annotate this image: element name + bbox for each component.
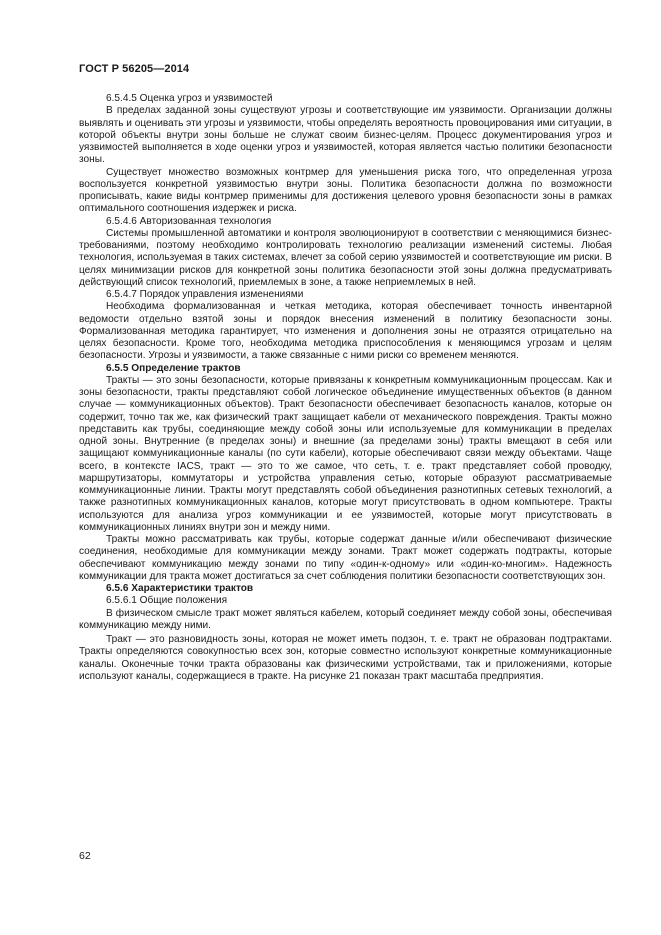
- paragraph: Существует множество возможных контрмер для уменьшения риска того, что определенная угроза воспользуется конкретной уязвимостью внутри зоны. Политика безопасности должна по возможности прописывать, какие виды контрмер применимы для достижения целевого уровня безопасности зоны в рамках оптимального соотношения издержек и риска.: [79, 166, 612, 215]
- paragraph: Необходима формализованная и четкая методика, которая обеспечивает точность инвентарной ведомости отдельно взятой зоны и порядок внесения изменений в политику безопасности зоны. Формализованная методика гарантирует, что изменения и дополнения зоны не отразятся отрицательно на целях безопасности. Кроме того, необходима методика приспособления к меняющимся угрозам и целям безопасности. Угрозы и уязвимости, а также связанные с ними риски со временем меняются.: [79, 301, 612, 362]
- paragraph: Системы промышленной автоматики и контроля эволюционируют в соответствии с меняющимися бизнес-требованиями, поэтому необходимо контролировать технологию реализации изменений системы. Любая технология, используемая в таких системах, влечет за собой серию уязвимостей и соответствующие им риски. В целях минимизации рисков для конкретной зоны политика безопасности этой зоны должна предусматривать действующий список технологий, приемлемых в зоне, а также неприемлемых в ней.: [79, 227, 612, 288]
- page-number: 62: [79, 850, 91, 862]
- section-heading: 6.5.4.7 Порядок управления изменениями: [106, 289, 304, 300]
- document-body: [79, 93, 612, 683]
- section-heading: 6.5.4.5 Оценка угроз и уязвимостей: [106, 93, 273, 104]
- section-heading: 6.5.4.6 Авторизованная технология: [106, 215, 272, 227]
- paragraph: Тракты — это зоны безопасности, которые привязаны к конкретным коммуникационным процессам. Как и зоны безопасности, тракты представляют собой логическое объединение имущественных объектов (в данном случае — коммуникационных объектов). Тракт безопасности обеспечивает безопасность каналов, которые он содержит, точно так же, как физический тракт защищает кабели от механического повреждения. Тракты можно представить как трубы, соединяющие между собой зоны или используемые для коммуникации в пределах одной зоны. Внутренние (в пределах зоны) и внешние (за пределами зоны) тракты вмещают в себя или защищают коммуникационные каналы (по сути кабели), которые обеспечивают связи между объектами. Чаще всего, в контексте IACS, тракт — это то же самое, что сеть, т. е. тракт представляет собой проводку, маршрутизаторы, коммутаторы и устройства управления сетью, которые образуют рассматриваемые коммуникационные линии. Тракты могут представлять собой объединения разнотипных сетевых технологий, а также разнотипных коммуникационных каналов, которые могут присутствовать в одном компьютере. Тракты используются для анализа угроз коммуникации и ее уязвимостей, которые могут присутствовать в коммуникационных линиях внутри зон и между ними.: [79, 374, 612, 533]
- section-heading: 6.5.6.1 Общие положения: [106, 595, 228, 607]
- paragraph: В физическом смысле тракт может являться кабелем, который соединяет между собой зоны, обеспечивая коммуникацию между ними.: [79, 607, 612, 631]
- section-heading-bold: 6.5.6 Характеристики трактов: [106, 583, 254, 594]
- document-header: ГОСТ Р 56205—2014: [79, 63, 190, 75]
- paragraph: Тракт — это разновидность зоны, которая не может иметь подзон, т. е. тракт не образован подтрактами. Тракты определяются совокупностью всех зон, которые совместно используют конкретные коммуникационные каналы. Оконечные точки тракта образованы как физическими устройствами, так и приложениями, которые используют каналы, содержащиеся в тракте. На рисунке 21 показан тракт масштаба предприятия.: [79, 634, 612, 682]
- section-heading-bold: 6.5.5 Определение трактов: [106, 362, 241, 374]
- paragraph: В пределах заданной зоны существуют угрозы и соответствующие им уязвимости. Организации должны выявлять и оценивать эти угрозы и уязвимости, чтобы определять вероятность провоцирования ими ситуации, в которой объекты внутри зоны больше не служат своим бизнес-целям. Процесс документирования угроз и уязвимостей выполняется в ходе оценки угроз и уязвимостей, которая является частью политики безопасности зоны.: [79, 105, 612, 166]
- paragraph: Тракты можно рассматривать как трубы, которые содержат данные и/или обеспечивают физические соединения, необходимые для коммуникации между зонами. Тракт может содержать подтракты, которые обеспечивают коммуникацию между зонами по типу «один-к-одному» или «один-ко-многим». Надежность коммуникации для тракта может достигаться за счет соблюдения политики безопасности соответствующих зон.: [79, 534, 612, 582]
